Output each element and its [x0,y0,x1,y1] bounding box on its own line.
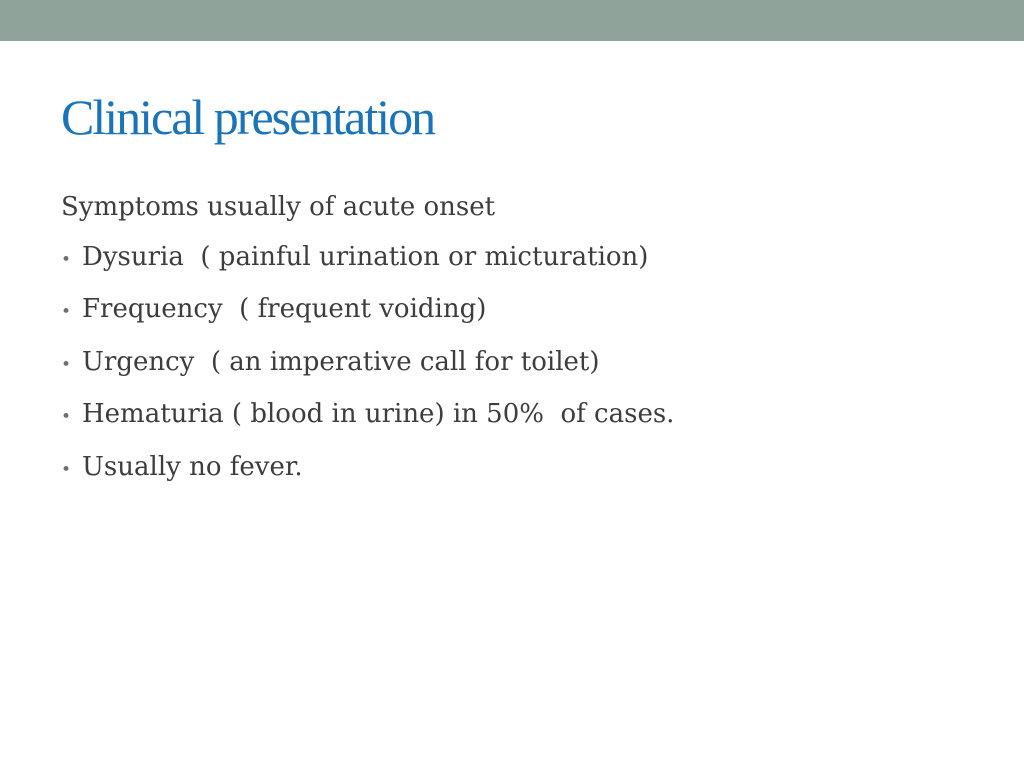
symptom-list [61,233,961,496]
bullet-icon: • [61,249,72,270]
list-item [61,338,961,391]
intro-text: Symptoms usually of acute onset [61,192,496,222]
slide-content [61,183,961,495]
list-item-text: Dysuria ( painful urination or micturation) [82,241,649,272]
list-item-text: Urgency ( an imperative call for toilet) [82,346,600,377]
list-item-text: Usually no fever. [82,451,303,482]
list-item-text: Hematuria ( blood in urine) in 50% of cases. [82,399,675,429]
bullet-icon: • [61,302,72,322]
list-item [61,233,961,286]
list-item [61,390,961,443]
slide-title: Clinical presentation [61,89,435,145]
bullet-icon: • [61,459,72,480]
list-item [61,443,961,496]
list-item [61,285,961,338]
top-accent-band [0,0,1024,41]
bullet-icon: • [61,354,72,375]
bullet-icon: • [61,407,72,427]
list-item-text: Frequency ( frequent voiding) [82,294,487,324]
